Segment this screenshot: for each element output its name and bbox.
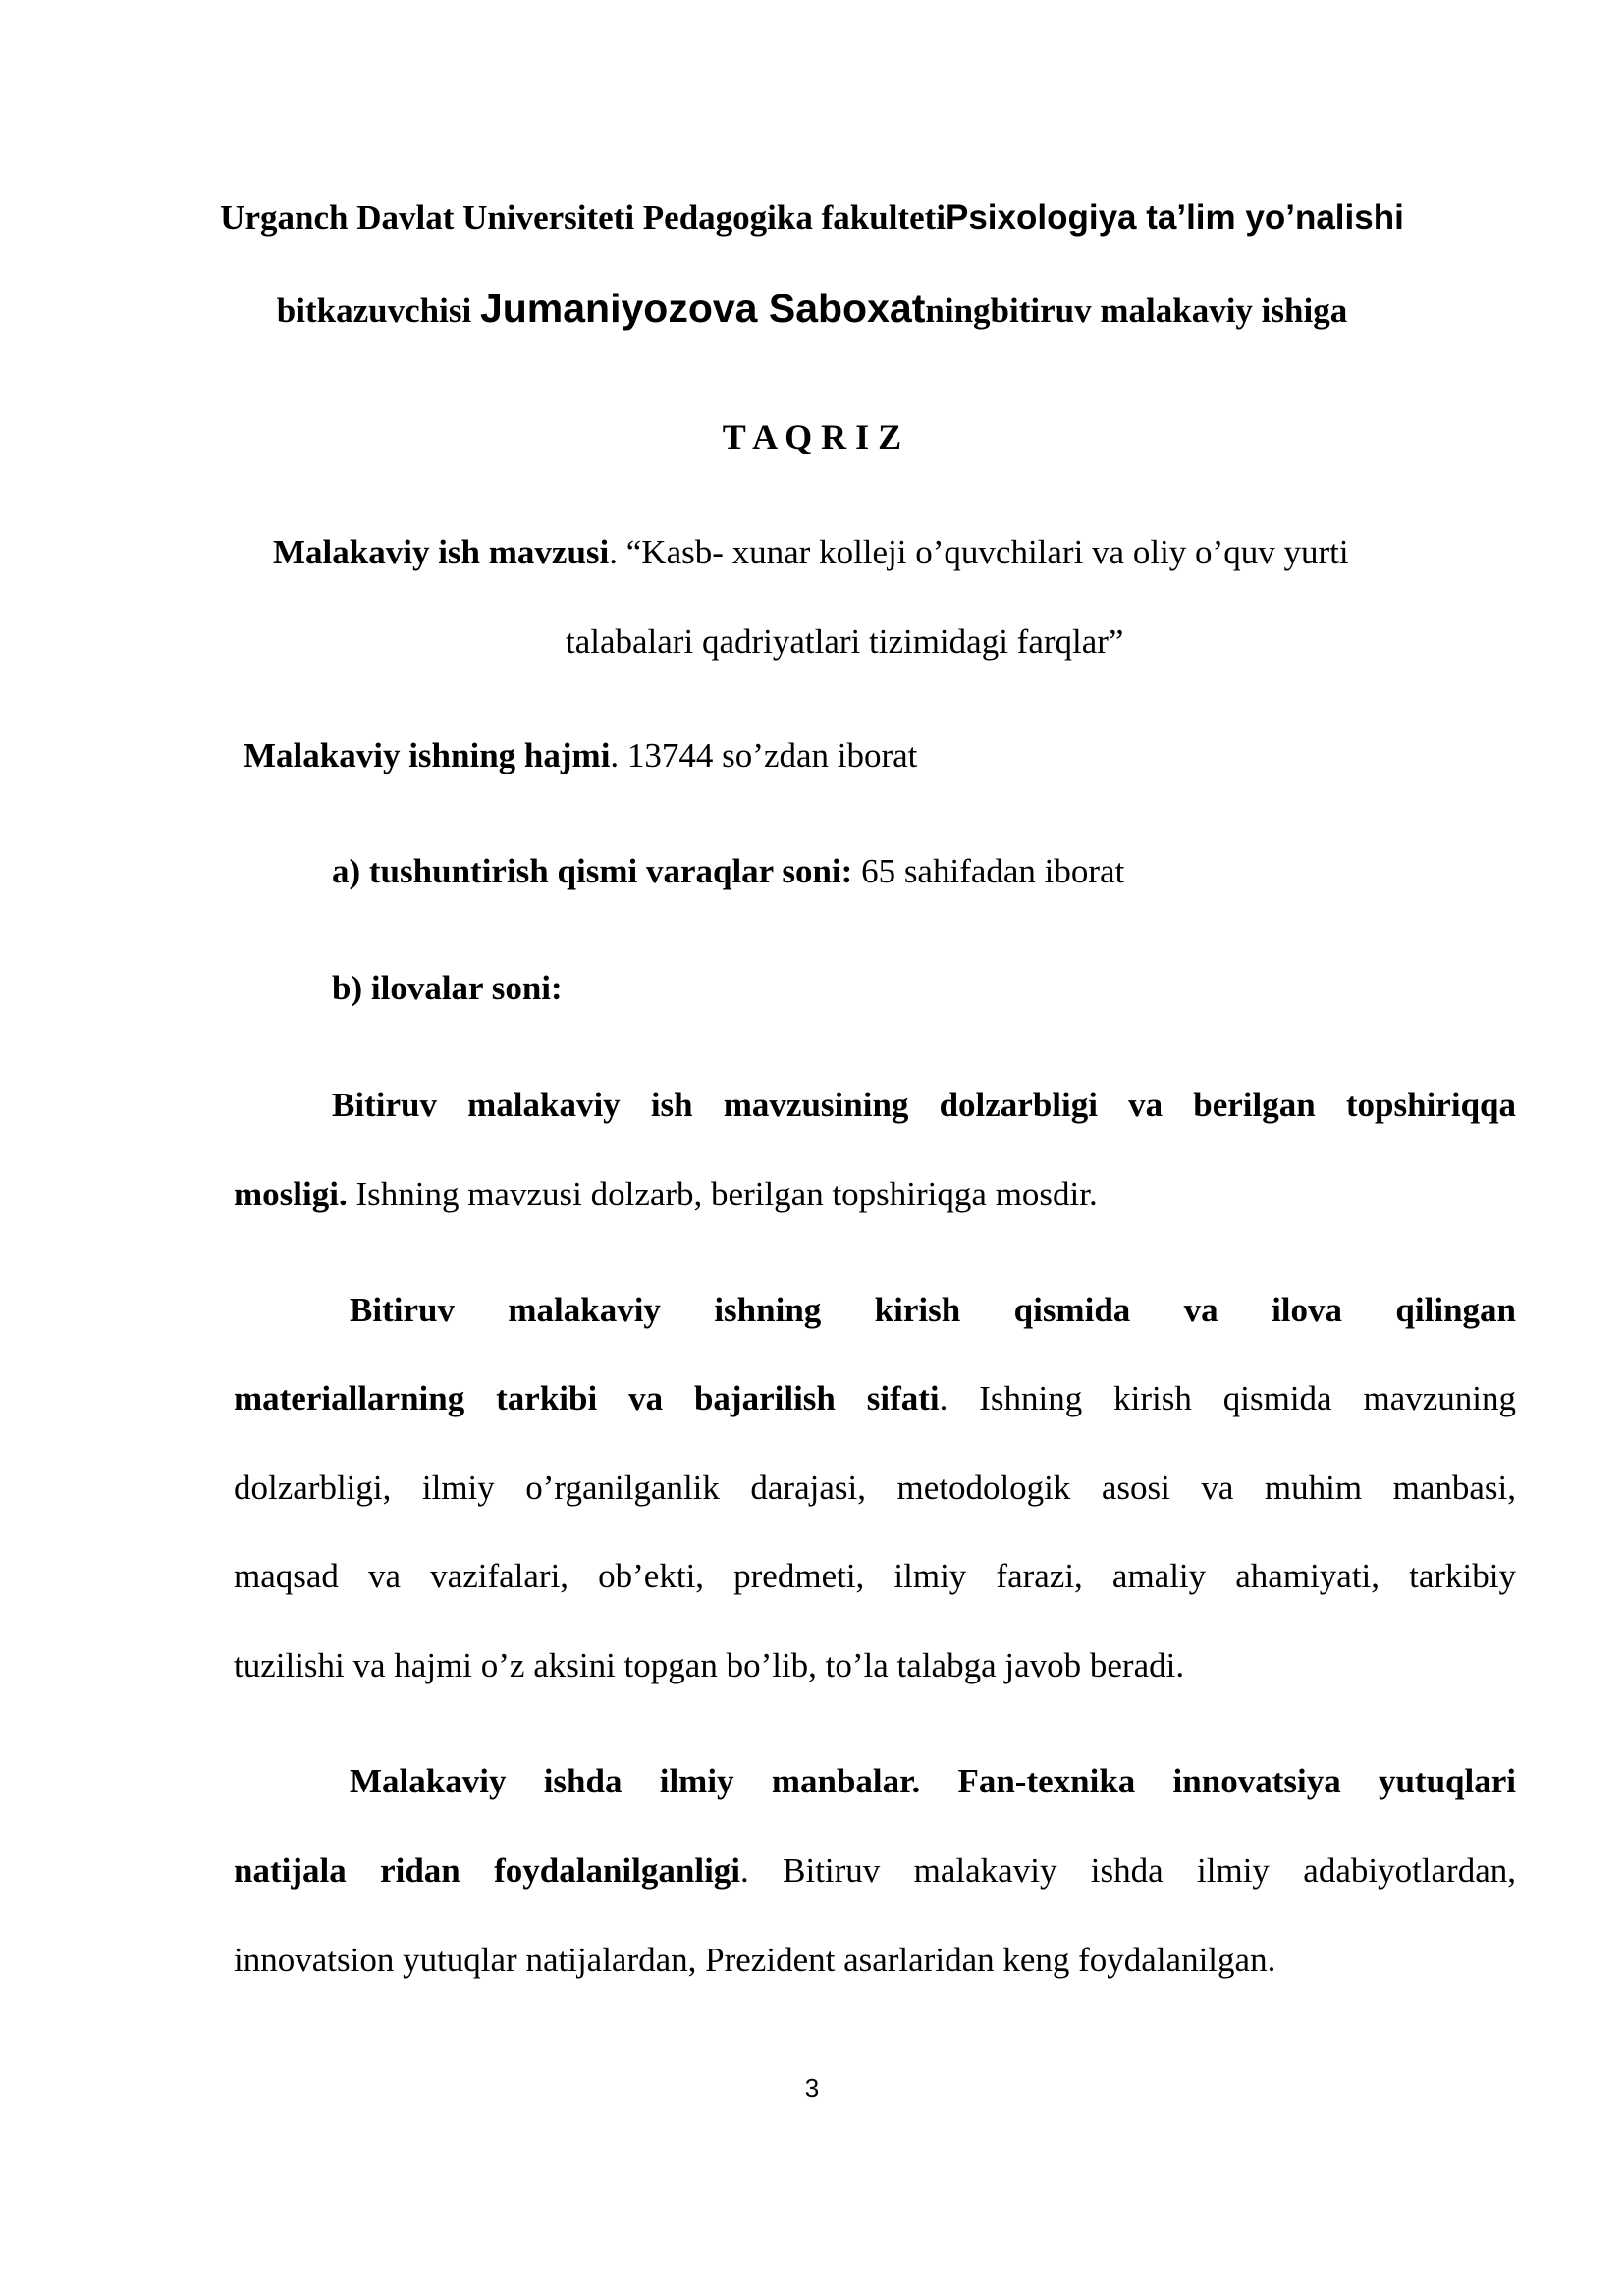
student-name: Jumaniyozova Saboxat <box>479 286 926 331</box>
section1-text: Ishning mavzusi dolzarb, berilgan topshiriqga mosdir. <box>347 1175 1098 1213</box>
section1-line-2 <box>234 1173 1516 1216</box>
section3-line-2 <box>234 1849 1516 1893</box>
header-work: ningbitiruv malakaviy ishiga <box>925 292 1348 330</box>
topic-text-1: . “Kasb- xunar kolleji o’quvchilari va oliy o’quv yurti <box>609 533 1349 571</box>
section2-heading-line-2: materiallarning tarkibi va bajarilish sifati <box>234 1379 940 1417</box>
pages-line <box>332 850 1124 893</box>
header-university: Urganch Davlat Universiteti Pedagogika fakulteti <box>220 198 946 237</box>
topic-line-2: talabalari qadriyatlari tizimidagi farqlar” <box>566 622 1124 661</box>
section1-heading-line-2: mosligi. <box>234 1175 348 1213</box>
volume-value: . 13744 so’zdan iborat <box>610 736 918 774</box>
topic-line-1 <box>273 531 1349 574</box>
header-line-1 <box>0 196 1624 240</box>
section2-text-2: . Ishning kirish qismida mavzuning <box>939 1379 1516 1417</box>
section2-text-4: maqsad va vazifalari, ob’ekti, predmeti, ilmiy farazi, amaliy ahamiyati, tarkibiy <box>234 1557 1516 1595</box>
section2-heading-line-1: Bitiruv malakaviy ishning kirish qismida va ilova qilingan <box>350 1291 1516 1329</box>
section3-text-2: . Bitiruv malakaviy ishda ilmiy adabiyotlardan, <box>740 1851 1516 1890</box>
appendices-label: b) ilovalar soni: <box>332 969 563 1007</box>
section3-heading-line-1: Malakaviy ishda ilmiy manbalar. Fan-texnika innovatsiya yutuqlari <box>350 1762 1516 1800</box>
header-role: bitkazuvchisi <box>276 292 480 330</box>
section2-text-3: dolzarbligi, ilmiy o’rganilganlik darajasi, metodologik asosi va muhim manbasi, <box>234 1468 1516 1507</box>
pages-value: 65 sahifadan iborat <box>852 852 1125 890</box>
section2-line-2 <box>234 1377 1516 1420</box>
document-title: T A Q R I Z <box>722 417 902 456</box>
pages-label: a) tushuntirish qismi varaqlar soni: <box>332 852 853 890</box>
section3-text-3: innovatsion yutuqlar natijalardan, Prezident asarlaridan keng foydalanilgan. <box>234 1941 1276 1979</box>
section3-heading-line-2: natijala ridan foydalanilganligi <box>234 1851 741 1890</box>
topic-label: Malakaviy ish mavzusi <box>273 533 610 571</box>
page-number: 3 <box>804 2073 820 2103</box>
header-direction: Psixologiya ta’lim yo’nalishi <box>946 198 1404 237</box>
section2-text-5: tuzilishi va hajmi o’z aksini topgan bo’lib, to’la talabga javob beradi. <box>234 1646 1185 1684</box>
volume-label: Malakaviy ishning hajmi <box>244 736 611 774</box>
volume-line <box>244 734 917 777</box>
section1-heading-line-1: Bitiruv malakaviy ish mavzusining dolzarbligi va berilgan topshiriqqa <box>332 1086 1516 1124</box>
header-line-2 <box>0 287 1624 333</box>
